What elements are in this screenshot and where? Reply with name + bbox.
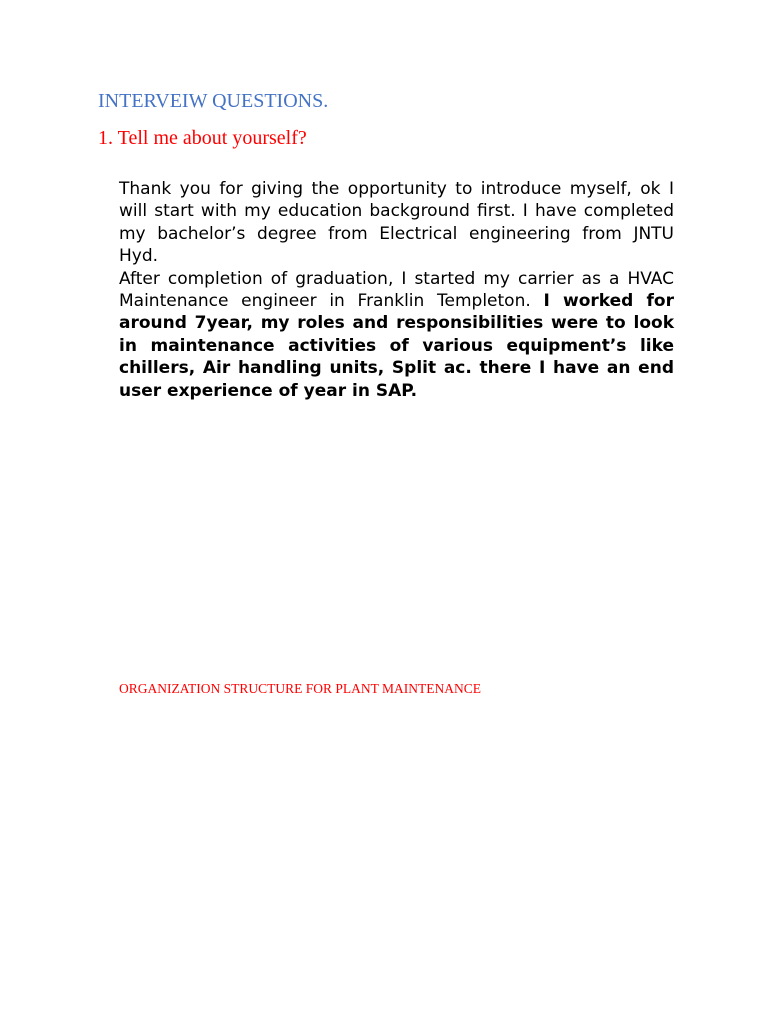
section-heading: ORGANIZATION STRUCTURE FOR PLANT MAINTENANCE bbox=[119, 681, 482, 696]
answer-paragraph-education: Thank you for giving the opportunity to introduce myself, ok I will start with my education background first. I have completed my bachelor’s degree from Electrical engineering from JNTU Hyd. bbox=[119, 179, 674, 267]
answer-experience-text: After completion of graduation, I started my carrier as a HVAC Maintenance engineer in Franklin Templeton. bbox=[119, 268, 674, 312]
answer-paragraph-experience bbox=[119, 268, 674, 402]
answer-block bbox=[119, 178, 674, 402]
document-title: INTERVEIW QUESTIONS. bbox=[98, 90, 329, 112]
question-heading: 1. Tell me about yourself? bbox=[98, 127, 307, 149]
answer-experience-bold-text: I worked for around 7year, my roles and responsibilities were to look in maintenance activities of various equipment’s like chillers, Air handling units, Split ac. there I have an end user experience of year in SAP. bbox=[119, 291, 674, 401]
